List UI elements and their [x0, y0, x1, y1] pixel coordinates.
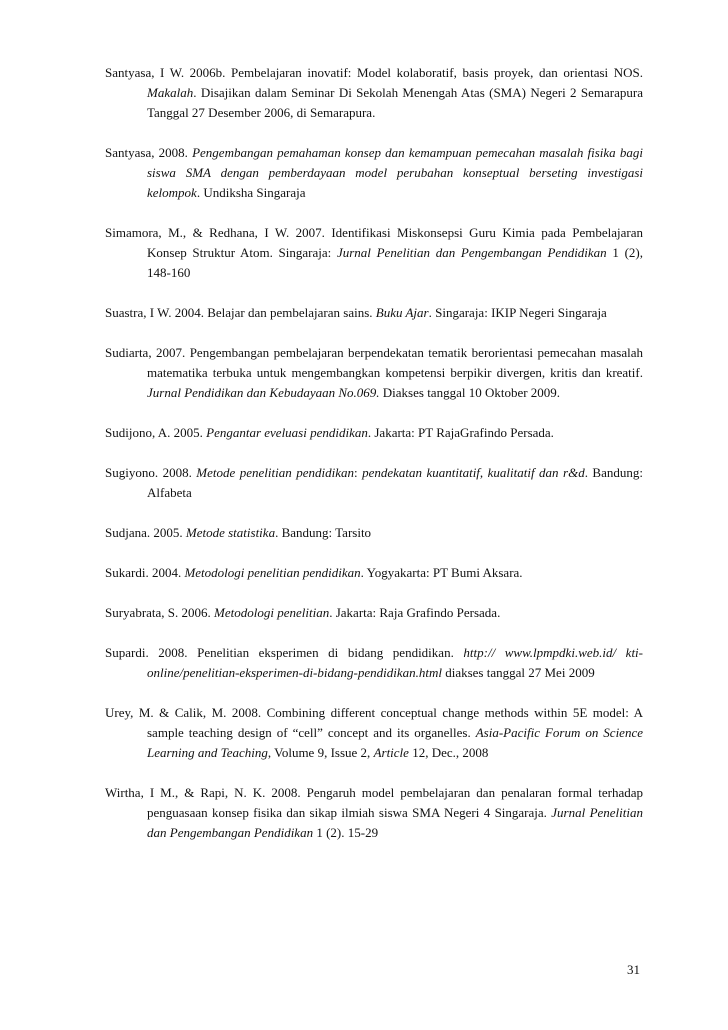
reference-text: Diakses tanggal 10 Oktober 2009.: [379, 385, 561, 400]
reference-text: :: [353, 465, 363, 480]
reference-entry: [105, 643, 643, 683]
reference-entry: [105, 563, 643, 583]
reference-italic-text: pendekatan kuantitatif, kualitatif dan r&d: [362, 465, 585, 480]
reference-text: Santyasa, I W. 2006b. Pembelajaran inovatif: Model kolaboratif, basis proyek, dan orientasi NOS.: [105, 65, 643, 80]
reference-text: . Singaraja: IKIP Negeri Singaraja: [428, 305, 607, 320]
reference-text: Sugiyono. 2008.: [105, 465, 197, 480]
reference-entry: [105, 143, 643, 203]
reference-italic-text: http:// www.lpmpdki.web.id/ kti-online/penelitian-eksperimen-di-bidang-pendidikan.html: [147, 645, 644, 680]
reference-text: diakses tanggal 27 Mei 2009: [441, 665, 595, 680]
page-number: 31: [627, 962, 640, 977]
reference-italic-text: Makalah: [147, 85, 194, 100]
reference-text: . Jakarta: Raja Grafindo Persada.: [329, 605, 501, 620]
reference-italic-text: Buku Ajar: [375, 305, 429, 320]
reference-text: . Yogyakarta: PT Bumi Aksara.: [360, 565, 523, 580]
reference-entry: [105, 603, 643, 623]
reference-list: [105, 63, 643, 863]
reference-italic-text: Pengantar eveluasi pendidikan: [206, 425, 368, 440]
reference-entry: [105, 303, 643, 323]
reference-text: , Volume 9, Issue 2,: [267, 745, 374, 760]
reference-text: Simamora, M., & Redhana, I W. 2007. Identifikasi Miskonsepsi Guru Kimia pada Pembelajaran Konsep Struktur Atom. Singaraja:: [105, 225, 643, 260]
reference-italic-text: Jurnal Penelitian dan Pengembangan Pendidikan: [336, 245, 607, 260]
reference-text: Suastra, I W. 2004. Belajar dan pembelajaran sains.: [105, 305, 376, 320]
reference-text: 12, Dec., 2008: [408, 745, 489, 760]
reference-italic-text: Article: [373, 745, 409, 760]
reference-text: Urey, M. & Calik, M. 2008. Combining different conceptual change methods within 5E model: A sample teaching design of “cell” concept and its organelles.: [105, 705, 643, 740]
reference-italic-text: Jurnal Penelitian dan Pengembangan Pendidikan: [147, 805, 643, 840]
reference-italic-text: Metodologi penelitian: [214, 605, 330, 620]
reference-entry: [105, 783, 643, 843]
reference-text: Sudiarta, 2007. Pengembangan pembelajaran berpendekatan tematik berorientasi pemecahan masalah matematika terbuka untuk mengembangkan kompetensi berpikir divergen, kritis dan kreatif.: [105, 345, 643, 380]
reference-italic-text: Metode statistika: [185, 525, 276, 540]
reference-text: Sukardi. 2004.: [105, 565, 185, 580]
reference-text: Santyasa, 2008.: [105, 145, 193, 160]
reference-text: . Jakarta: PT RajaGrafindo Persada.: [367, 425, 554, 440]
reference-text: 1 (2). 15-29: [313, 825, 379, 840]
reference-text: . Undiksha Singaraja: [196, 185, 306, 200]
reference-entry: [105, 223, 643, 283]
reference-text: Sudjana. 2005.: [105, 525, 186, 540]
reference-entry: [105, 343, 643, 403]
reference-text: 1 (2), 148-160: [147, 245, 643, 280]
reference-text: . Bandung: Tarsito: [275, 525, 372, 540]
reference-entry: [105, 423, 643, 443]
reference-italic-text: Jurnal Pendidikan dan Kebudayaan No.069.: [147, 385, 380, 400]
reference-text: . Disajikan dalam Seminar Di Sekolah Menengah Atas (SMA) Negeri 2 Semarapura Tanggal 27 Desember 2006, di Semarapura.: [147, 85, 643, 120]
reference-text: Supardi. 2008. Penelitian eksperimen di bidang pendidikan.: [105, 645, 464, 660]
reference-italic-text: Pengembangan pemahaman konsep dan kemampuan pemecahan masalah fisika bagi siswa SMA dengan pemberdayaan model perubahan konseptual berseting investigasi kelompok: [147, 145, 643, 200]
reference-italic-text: Asia-Pacific Forum on Science Learning and Teaching: [147, 725, 643, 760]
reference-entry: [105, 703, 643, 763]
reference-italic-text: Metodologi penelitian pendidikan: [184, 565, 361, 580]
reference-text: Suryabrata, S. 2006.: [105, 605, 215, 620]
reference-entry: [105, 463, 643, 503]
reference-text: Sudijono, A. 2005.: [105, 425, 207, 440]
reference-entry: [105, 63, 643, 123]
reference-italic-text: Metode penelitian pendidikan: [196, 465, 354, 480]
reference-text: Wirtha, I M., & Rapi, N. K. 2008. Pengaruh model pembelajaran dan penalaran formal terhadap penguasaan konsep fisika dan sikap ilmiah siswa SMA Negeri 4 Singaraja.: [105, 785, 643, 820]
reference-text: . Bandung: Alfabeta: [147, 465, 643, 500]
reference-entry: [105, 523, 643, 543]
